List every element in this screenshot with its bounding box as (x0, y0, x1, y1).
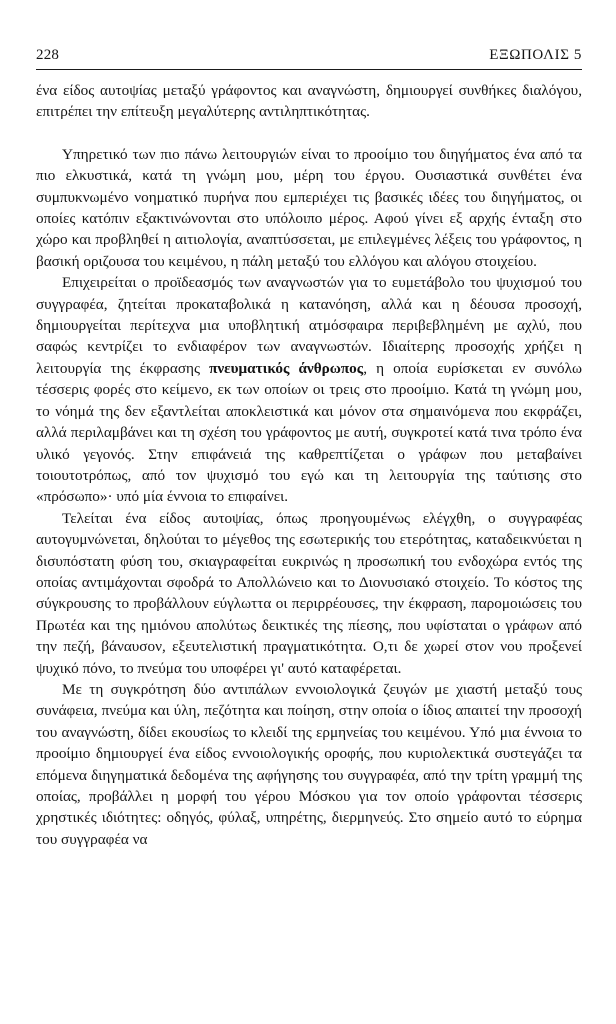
journal-title: ΕΞΩΠΟΛΙΣ 5 (489, 47, 582, 63)
body-text (36, 80, 582, 850)
running-header (36, 46, 582, 70)
paragraph-text: , η οποία ευρίσκεται εν συνόλω τέσσερις φορές στο κείμενο, εκ των οποίων οι τρεις στο προοίμιο. Κατά τη γνώμη μου, το νόημά της δεν εξαντλείται αποκλειστικά και μόνον στα σημαινόμενα που εκφράζει, αλλά περιλαμβάνει και τη σχέση του γράφοντος με αυτή, συγκροτεί κατά τινα τρόπο ένα υλικό γεγονός. Στην επιφάνειά της καθρεπτίζεται ο γράφων που μεταβαίνει τοιουτοτρόπως, από τον ψυχισμό του εγώ και τη λειτουργία της ταύτισης στο «πρόσωπο»· υπό μία έννοια το επιφαίνει. (36, 359, 583, 506)
bold-term: πνευματικός άνθρωπος (209, 359, 364, 377)
page-number: 228 (36, 47, 60, 63)
paragraph-text: Επιχειρείται ο προϊδεασμός των αναγνωστών για το ευμετάβολο του ψυχισμού του συγγραφέα, ζητείται προκαταβολικά η κατανόηση, αλλά και η δέουσα προσοχή, δημιουργείται περίτεχνα μια υποβλητική ατμόσφαιρα περιβεβλημένη με αχλύ, που σαφώς κεντρίζει το ενδιαφέρον των αναγνωστών. Ιδιαίτερης προσοχής χρήζει η λειτουργία της έκφρασης (36, 274, 582, 377)
paragraph-continued: ένα είδος αυτοψίας μεταξύ γράφοντος και αναγνώστη, δημιουργεί συνθήκες διαλόγου, επιτρέπει την επίτευξη μεγαλύτερης αντιληπτικότητας. (36, 82, 582, 121)
paragraph-autopsia: Τελείται ένα είδος αυτοψίας, όπως προηγουμένως ελέγχθη, ο συγγραφέας αυτογυμνώνεται, δηλούται το μέγεθος της εσωτερικής του ετερότητας, καταδεικνύεται η δισυπόστατη φύση του, σκιαγραφείται ευκρινώς η προσωπική του ενδοχώρα εντός της οποίας αντιμάχονται σφοδρά το Απολλώνειο και το Διονυσιακό στοιχείο. Το κόστος της σύγκρουσης το προβάλλουν εύγλωττα οι περιρρέουσες, την έκφραση, παρομοιώσεις του Πρωτέα και της ημιόνου απολύτως δεικτικές της πίεσης, που υφίσταται ο γράφων από την πεζή, βάναυσον, εξευτελιστική πραγματικότητα. Ο,τι δε χωρεί στον νου προξενεί ψυχικό πόνο, το πνεύμα του υποφέρει γι' αυτό καταφέρεται. (36, 509, 582, 677)
paragraph-chiasti: Με τη συγκρότηση δύο αντιπάλων εννοιολογικά ζευγών με χιαστή μεταξύ τους συνάφεια, πνεύμα και ύλη, πεζότητα και ποίηση, στην οποία ο ίδιος απαιτεί την προσοχή του αναγνώστη, δίδει εκουσίως το κλειδί της ερμηνείας του κειμένου. Υπό μια έννοια το προοίμιο δημιουργεί ένα είδος εννοιολογικής οροφής, που κυριολεκτικά συστεγάζει τα επόμενα διηγηματικά δεδομένα της αφήγησης του συγγραφέα, από την τρίτη γραμμή της οποίας, προβάλλει η μορφή του γέρου Μόσκου για τον οποίο γράφονται τέσσερις χρηστικές ιδιότητες: οδηγός, φύλαξ, υπηρέτης, διερμηνεύς. Στο σημείο αυτό το εύρημα του συγγραφέα να (36, 680, 582, 848)
paragraph-prooimio: Υπηρετικό των πιο πάνω λειτουργιών είναι το προοίμιο του διηγήματος ένα από τα πιο ελκυστικά, κατά τη γνώμη μου, μέρη του έργου. Ουσιαστικά συνθέτει ένα συμπυκνωμένο νοηματικό πυρήνα που εμπεριέχει τις βασικές ιδέες του διηγήματος, οι οποίες κατόπιν εξακτινώνονται στο υπόλοιπο μέρος. Αφού γίνει εξ αρχής ένταξη στο χώρο και προβληθεί η αιτιολογία, αναπτύσσεται, με επιλεγμένες λέξεις του γράφοντος, η βασική οριζουσα του κειμένου, η πάλη μεταξύ του ελλόγου και αλόγου στοιχείου. (36, 145, 582, 270)
paragraph-proideasmos (36, 272, 582, 507)
